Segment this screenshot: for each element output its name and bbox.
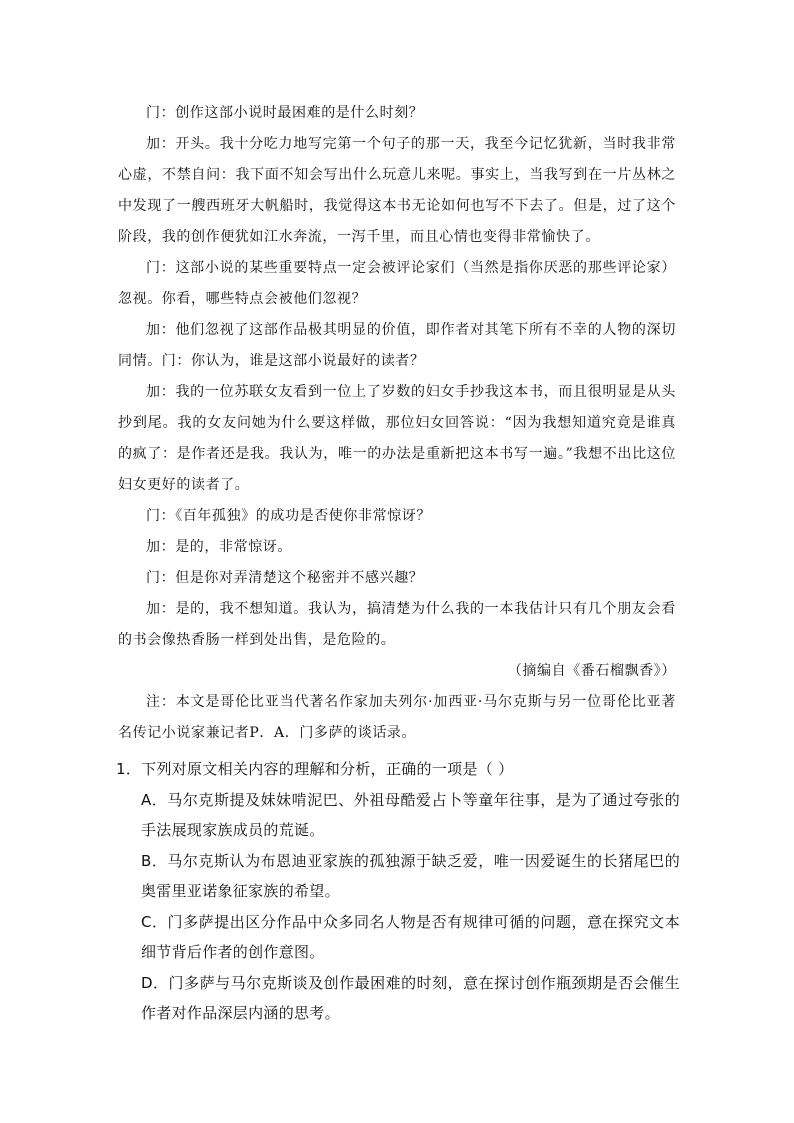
passage-paragraph: 加：我的一位苏联女友看到一位上了岁数的妇女手抄我这本书，而且很明显是从头抄到尾。我的女友问她为什么要这样做，那位妇女回答说：“因为我想知道究竟是谁真的疯了：是作者还是我。我认为，唯一的办法是重新把这本书写一遍。”我想不出比这位妇女更好的读者了。 <box>118 384 676 493</box>
question-stem: 1．下列对原文相关内容的理解和分析，正确的一项是（ ） <box>116 760 514 778</box>
passage-paragraph: 加：是的，我不想知道。我认为，搞清楚为什么我的一本我估计只有几个朋友会看的书会像热香肠一样到处出售，是危险的。 <box>118 601 676 648</box>
passage-paragraph: 门：《百年孤独》的成功是否使你非常惊讶？ <box>146 508 431 524</box>
option-a: A．马尔克斯提及妹妹啃泥巴、外祖母酷爱占卜等童年往事，是为了通过夸张的手法展现家族成员的荒诞。 <box>141 790 680 839</box>
passage-paragraph: 门：这部小说的某些重要特点一定会被评论家们（当然是指你厌恶的那些评论家）忽视。你看，哪些特点会被他们忽视？ <box>118 260 676 307</box>
question-block <box>118 754 680 1029</box>
interview-passage <box>118 98 676 749</box>
passage-paragraph: 加：他们忽视了这部作品极其明显的价值，即作者对其笔下所有不幸的人物的深切同情。门：你认为，谁是这部小说最好的读者？ <box>118 322 676 369</box>
option-c: C．门多萨提出区分作品中众多同名人物是否有规律可循的问题，意在探究文本细节背后作者的创作意图。 <box>141 912 680 961</box>
option-b: B．马尔克斯认为布恩迪亚家族的孤独源于缺乏爱，唯一因爱诞生的长猪尾巴的奥雷里亚诺象征家族的希望。 <box>141 851 680 900</box>
option-d: D．门多萨与马尔克斯谈及创作最困难的时刻，意在探讨创作瓶颈期是否会催生作者对作品深层内涵的思考。 <box>141 973 680 1022</box>
passage-paragraph: 加：开头。我十分吃力地写完第一个句子的那一天，我至今记忆犹新，当时我非常心虚，不禁自问：我下面不知会写出什么玩意儿来呢。事实上，当我写到在一片丛林之中发现了一艘西班牙大帆船时，我觉得这本书无论如何也写不下去了。但是，过了这个阶段，我的创作便犹如江水奔流，一泻千里，而且心情也变得非常愉快了。 <box>118 136 676 245</box>
source-citation: （摘编自《番石榴飘香》） <box>507 663 676 679</box>
passage-paragraph: 加：是的，非常惊讶。 <box>146 539 292 555</box>
passage-paragraph: 门：创作这部小说时最困难的是什么时刻？ <box>146 105 424 121</box>
passage-paragraph: 门：但是你对弄清楚这个秘密并不感兴趣？ <box>146 570 424 586</box>
passage-note: 注：本文是哥伦比亚当代著名作家加夫列尔·加西亚·马尔克斯与另一位哥伦比亚著名传记小说家兼记者P．A．门多萨的谈话录。 <box>118 694 676 741</box>
